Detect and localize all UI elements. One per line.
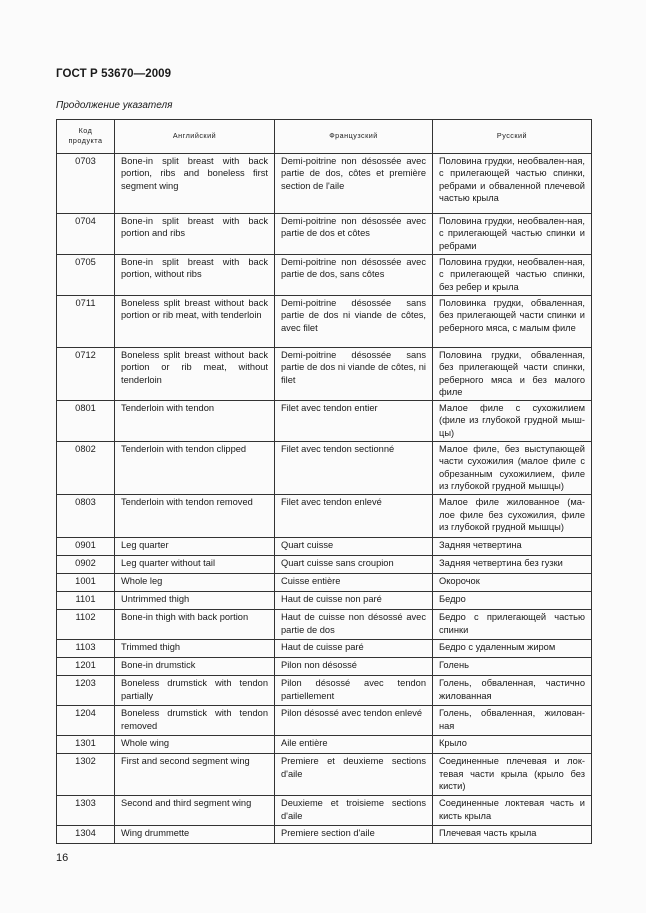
- product-code-cell: 1204: [57, 706, 115, 736]
- table-row: [57, 296, 592, 348]
- english-name-cell: Bone-in split breast with back portion, ribs and boneless first segment wing: [115, 154, 275, 214]
- english-name-cell: Bone-in thigh with back portion: [115, 610, 275, 640]
- product-code-cell: 1301: [57, 736, 115, 754]
- table-row: [57, 736, 592, 754]
- french-name-cell: Filet avec tendon entier: [275, 401, 433, 442]
- french-name-cell: Deuxieme et troisieme sections d'aile: [275, 796, 433, 826]
- french-name-cell: Pilon désossé avec tendon enlevé: [275, 706, 433, 736]
- russian-name-cell: Голень, обваленная, частично жилованная: [433, 676, 592, 706]
- french-name-cell: Demi-poitrine désossée sans partie de dos ni viande de côtes, ni filet: [275, 348, 433, 401]
- french-name-cell: Filet avec tendon sectionné: [275, 442, 433, 495]
- english-name-cell: Trimmed thigh: [115, 640, 275, 658]
- page-number: 16: [56, 852, 69, 864]
- english-name-cell: Wing drummette: [115, 826, 275, 844]
- english-name-cell: Boneless split breast without back portion or rib meat, with tenderloin: [115, 296, 275, 348]
- table-row: [57, 574, 592, 592]
- english-name-cell: Boneless drumstick with tendon removed: [115, 706, 275, 736]
- russian-name-cell: Половина грудки, необвален-ная, с прилегающей частью спинки и ребрами: [433, 214, 592, 255]
- table-row: [57, 538, 592, 556]
- english-name-cell: Boneless drumstick with tendon partially: [115, 676, 275, 706]
- product-code-cell: 0803: [57, 495, 115, 538]
- table-row: [57, 556, 592, 574]
- russian-name-cell: Бедро: [433, 592, 592, 610]
- table-row: [57, 658, 592, 676]
- table-row: [57, 348, 592, 401]
- product-code-cell: 1303: [57, 796, 115, 826]
- product-code-cell: 0801: [57, 401, 115, 442]
- french-name-cell: Haut de cuisse non paré: [275, 592, 433, 610]
- english-name-cell: First and second segment wing: [115, 754, 275, 796]
- french-name-cell: Aile entière: [275, 736, 433, 754]
- english-name-cell: Whole leg: [115, 574, 275, 592]
- product-code-cell: 0705: [57, 255, 115, 296]
- english-name-cell: Boneless split breast without back portion or rib meat, without tenderloin: [115, 348, 275, 401]
- table-row: [57, 495, 592, 538]
- russian-name-cell: Соединенные локтевая часть и кисть крыла: [433, 796, 592, 826]
- table-row: [57, 706, 592, 736]
- product-code-cell: 0902: [57, 556, 115, 574]
- french-name-cell: Premiere et deuxieme sections d'aile: [275, 754, 433, 796]
- product-index-table: [56, 119, 592, 844]
- product-code-cell: 0802: [57, 442, 115, 495]
- product-code-cell: 0703: [57, 154, 115, 214]
- product-code-cell: 0704: [57, 214, 115, 255]
- product-code-cell: 1304: [57, 826, 115, 844]
- french-name-cell: Haut de cuisse paré: [275, 640, 433, 658]
- table-row: [57, 640, 592, 658]
- russian-name-cell: Половина грудки, необвален-ная, с прилегающей частью спинки, без ребер и крыла: [433, 255, 592, 296]
- product-code-cell: 1302: [57, 754, 115, 796]
- english-name-cell: Tenderloin with tendon removed: [115, 495, 275, 538]
- column-header-french: Французский: [275, 120, 433, 154]
- table-row: [57, 754, 592, 796]
- table-row: [57, 592, 592, 610]
- product-code-cell: 0712: [57, 348, 115, 401]
- table-row: [57, 676, 592, 706]
- english-name-cell: Bone-in drumstick: [115, 658, 275, 676]
- french-name-cell: Premiere section d'aile: [275, 826, 433, 844]
- product-code-cell: 0711: [57, 296, 115, 348]
- column-header-english: Английский: [115, 120, 275, 154]
- product-code-cell: 1102: [57, 610, 115, 640]
- russian-name-cell: Бедро с прилегающей частью спинки: [433, 610, 592, 640]
- column-header-code: Код продукта: [57, 120, 115, 154]
- table-row: [57, 796, 592, 826]
- russian-name-cell: Соединенные плечевая и лок-тевая части крыла (крыло без кисти): [433, 754, 592, 796]
- russian-name-cell: Задняя четвертина: [433, 538, 592, 556]
- russian-name-cell: Половинка грудки, обваленная, без прилегающей части спинки и реберного мяса, с малым филе: [433, 296, 592, 348]
- french-name-cell: Filet avec tendon enlevé: [275, 495, 433, 538]
- russian-name-cell: Малое филе жилованное (ма-лое филе без сухожилия, филе из глубокой грудной мышцы): [433, 495, 592, 538]
- standard-designation: ГОСТ Р 53670—2009: [56, 68, 172, 80]
- russian-name-cell: Плечевая часть крыла: [433, 826, 592, 844]
- french-name-cell: Pilon désossé avec tendon partiellement: [275, 676, 433, 706]
- russian-name-cell: Голень: [433, 658, 592, 676]
- product-code-cell: 1203: [57, 676, 115, 706]
- french-name-cell: Demi-poitrine désossée sans partie de dos ni viande de côtes, avec filet: [275, 296, 433, 348]
- table-row: [57, 442, 592, 495]
- french-name-cell: Quart cuisse: [275, 538, 433, 556]
- english-name-cell: Tenderloin with tendon clipped: [115, 442, 275, 495]
- table-row: [57, 214, 592, 255]
- russian-name-cell: Голень, обваленная, жилован-ная: [433, 706, 592, 736]
- english-name-cell: Tenderloin with tendon: [115, 401, 275, 442]
- table-row: [57, 154, 592, 214]
- french-name-cell: Pilon non désossé: [275, 658, 433, 676]
- english-name-cell: Leg quarter: [115, 538, 275, 556]
- english-name-cell: Bone-in split breast with back portion, without ribs: [115, 255, 275, 296]
- table-row: [57, 826, 592, 844]
- russian-name-cell: Окорочок: [433, 574, 592, 592]
- product-code-cell: 0901: [57, 538, 115, 556]
- french-name-cell: Cuisse entière: [275, 574, 433, 592]
- russian-name-cell: Бедро с удаленным жиром: [433, 640, 592, 658]
- english-name-cell: Second and third segment wing: [115, 796, 275, 826]
- column-header-russian: Русский: [433, 120, 592, 154]
- english-name-cell: Bone-in split breast with back portion and ribs: [115, 214, 275, 255]
- english-name-cell: Leg quarter without tail: [115, 556, 275, 574]
- russian-name-cell: Половина грудки, обваленная, без прилегающей части спинки, реберного мяса и без малого филе: [433, 348, 592, 401]
- english-name-cell: Whole wing: [115, 736, 275, 754]
- table-row: [57, 610, 592, 640]
- product-code-cell: 1103: [57, 640, 115, 658]
- product-code-cell: 1101: [57, 592, 115, 610]
- english-name-cell: Untrimmed thigh: [115, 592, 275, 610]
- russian-name-cell: Задняя четвертина без гузки: [433, 556, 592, 574]
- french-name-cell: Quart cuisse sans croupion: [275, 556, 433, 574]
- table-continuation-caption: Продолжение указателя: [56, 100, 173, 111]
- product-code-cell: 1001: [57, 574, 115, 592]
- russian-name-cell: Малое филе, без выступающей части сухожилия (малое филе с обрезанным сухожилием, филе из глубокой грудной мышцы): [433, 442, 592, 495]
- russian-name-cell: Малое филе с сухожилием (филе из глубокой грудной мыш-цы): [433, 401, 592, 442]
- french-name-cell: Demi-poitrine non désossée avec partie de dos, sans côtes: [275, 255, 433, 296]
- table-header-row: [57, 120, 592, 154]
- french-name-cell: Haut de cuisse non désossé avec partie de dos: [275, 610, 433, 640]
- russian-name-cell: Половина грудки, необвален-ная, с прилегающей частью спинки, ребрами и обваленной плечевой частью крыла: [433, 154, 592, 214]
- product-code-cell: 1201: [57, 658, 115, 676]
- russian-name-cell: Крыло: [433, 736, 592, 754]
- table-row: [57, 401, 592, 442]
- french-name-cell: Demi-poitrine non désossée avec partie de dos, côtes et première section de l'aile: [275, 154, 433, 214]
- french-name-cell: Demi-poitrine non désossée avec partie de dos et côtes: [275, 214, 433, 255]
- table-row: [57, 255, 592, 296]
